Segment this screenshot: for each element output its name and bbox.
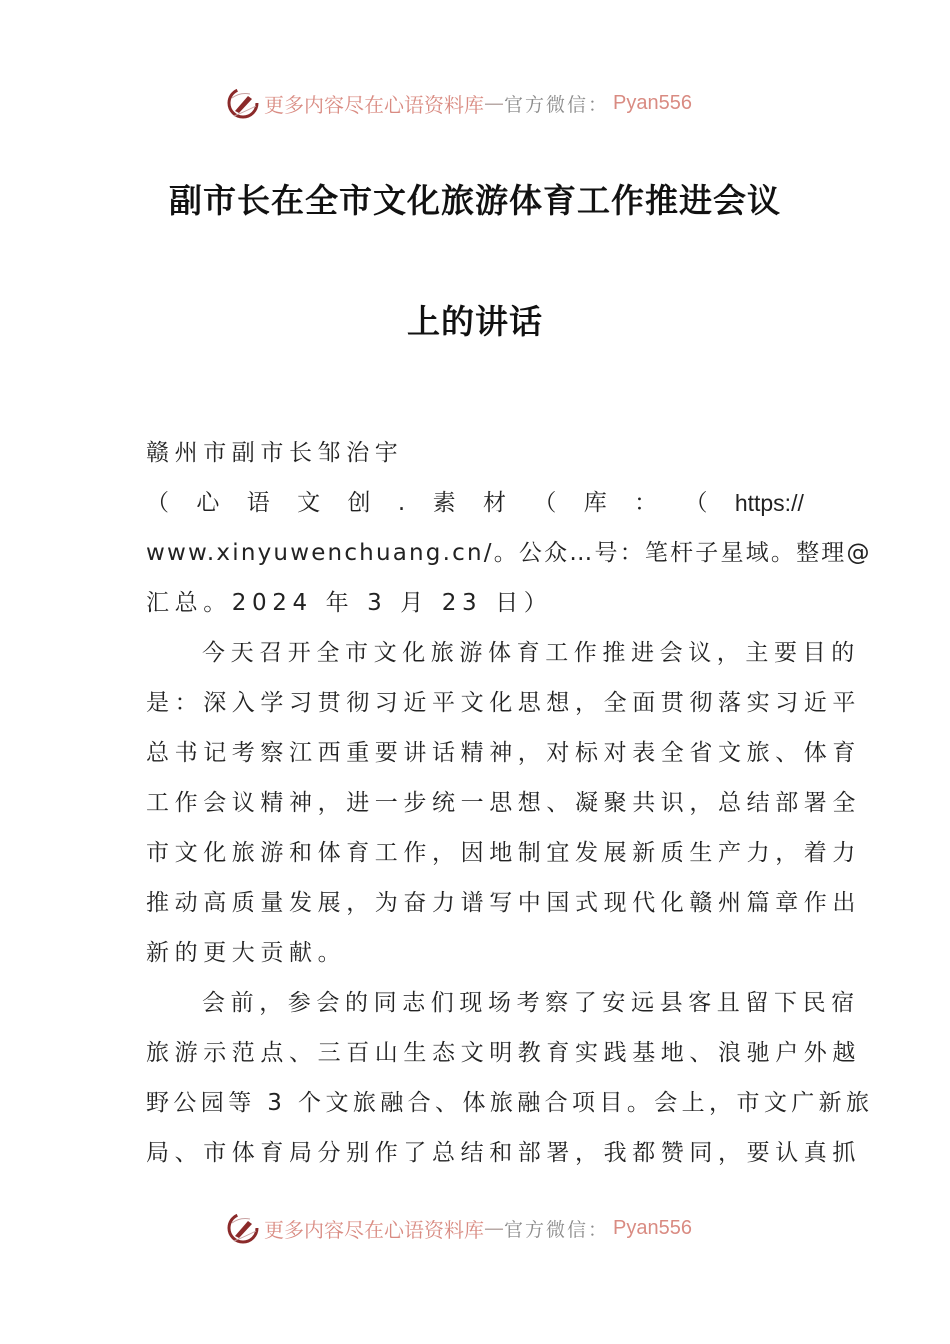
source-char: 语 <box>246 490 270 516</box>
document-body <box>146 428 874 1178</box>
source-line-2: www.xinyuwenchuang.cn/。公众…号：笔杆子星域。整理@ <box>146 540 872 566</box>
banner-wechat-id: Pyan556 <box>613 91 692 114</box>
footer-banner <box>226 1208 726 1248</box>
source-char: 库 <box>583 490 607 516</box>
paragraph-line: 会前，参会的同志们现场考察了安远县客且留下民宿 <box>202 990 860 1016</box>
banner-wechat-label: 官方微信： <box>504 1218 610 1241</box>
source-char: （ <box>533 490 557 516</box>
quill-pen-logo-icon <box>226 1211 260 1245</box>
banner-dash: — <box>484 1216 504 1240</box>
paragraph-line: 野公园等 3 个文旅融合、体旅融合项目。会上，市文广新旅 <box>146 1090 874 1116</box>
author-line: 赣州市副市长邹治宇 <box>146 440 404 466</box>
paragraph-line: 推动高质量发展，为奋力谱写中国式现代化赣州篇章作出 <box>146 890 861 916</box>
source-char: 文 <box>297 490 321 516</box>
paragraph-line: 总书记考察江西重要讲话精神，对标对表全省文旅、体育 <box>146 740 861 766</box>
banner-wechat-label: 官方微信： <box>504 93 610 116</box>
paragraph-line: 旅游示范点、三百山生态文明教育实践基地、浪驰户外越 <box>146 1040 861 1066</box>
source-char: 心 <box>196 490 220 516</box>
quill-pen-logo-icon <box>226 86 260 120</box>
source-char: （ <box>146 490 169 516</box>
source-char: 素 <box>432 490 456 516</box>
source-char: （ <box>684 490 708 516</box>
paragraph-2 <box>146 978 874 1178</box>
paragraph-line: 是：深入学习贯彻习近平文化思想，全面贯彻落实习近平 <box>146 690 861 716</box>
source-url-prefix[interactable]: https:// <box>734 490 804 516</box>
paragraph-1 <box>146 628 861 978</box>
paragraph-line: 局、市体育局分别作了总结和部署，我都赞同，要认真抓 <box>146 1140 861 1166</box>
banner-wechat-id: Pyan556 <box>613 1216 692 1239</box>
banner-dash: — <box>484 91 504 115</box>
paragraph-line: 今天召开全市文化旅游体育工作推进会议，主要目的 <box>202 640 860 666</box>
source-line-1 <box>146 478 804 528</box>
document-title-line-1: 副市长在全市文化旅游体育工作推进会议 <box>169 181 781 220</box>
header-banner <box>226 83 726 123</box>
source-char: ： <box>634 490 658 516</box>
banner-slogan: 更多内容尽在心语资料库 <box>264 92 484 117</box>
source-char: 创 <box>347 490 371 516</box>
source-char: . <box>397 490 406 516</box>
document-title-line-2: 上的讲话 <box>407 302 543 341</box>
paragraph-line: 市文化旅游和体育工作，因地制宜发展新质生产力，着力 <box>146 840 861 866</box>
banner-slogan: 更多内容尽在心语资料库 <box>264 1217 484 1242</box>
source-char: 材 <box>482 490 506 516</box>
source-line-3: 汇总。2024 年 3 月 23 日） <box>146 590 553 616</box>
paragraph-line: 新的更大贡献。 <box>146 940 347 966</box>
paragraph-line: 工作会议精神，进一步统一思想、凝聚共识，总结部署全 <box>146 790 861 816</box>
